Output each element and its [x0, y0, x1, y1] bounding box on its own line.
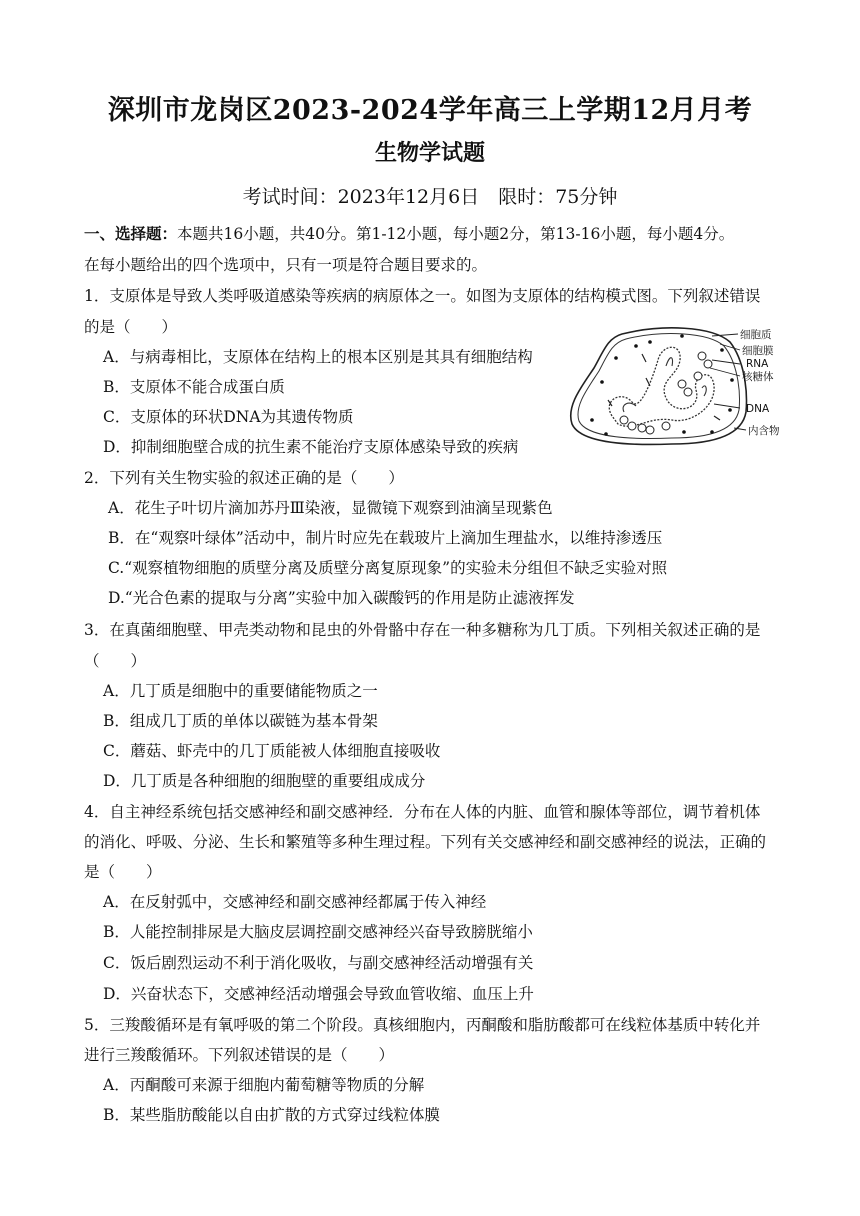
q5-option-a: A．丙酮酸可来源于细胞内葡萄糖等物质的分解 — [103, 1076, 425, 1094]
dna-loop — [609, 347, 714, 426]
q2-option-c: C.“观察植物细胞的质壁分离及质壁分离复原现象”的实验未分组但不缺乏实验对照 — [108, 559, 668, 577]
q1-option-b: B．支原体不能合成蛋白质 — [103, 378, 285, 396]
label-cytoplasm: 细胞质 — [740, 329, 772, 341]
q3-option-b: B．组成几丁质的单体以碳链为基本骨架 — [103, 712, 378, 730]
q4-option-b: B．人能控制排尿是大脑皮层调控副交感神经兴奋导致膀胱缩小 — [103, 923, 533, 941]
q4-option-a: A．在反射弧中，交感神经和副交感神经都属于传入神经 — [103, 893, 487, 911]
q4-stem-2: 的消化、呼吸、分泌、生长和繁殖等多种生理过程。下列有关交感神经和副交感神经的说法，正确的 — [84, 833, 767, 851]
q2-option-a: A．花生子叶切片滴加苏丹Ⅲ染液，显微镜下观察到油滴呈现紫色 — [108, 499, 553, 517]
q4-stem-3: 是（ ） — [84, 863, 162, 881]
label-rna: RNA — [746, 358, 769, 370]
q1-stem-2: 的是（ ） — [84, 318, 178, 336]
cell-outline — [571, 328, 747, 445]
q4-option-d: D．兴奋状态下，交感神经活动增强会导致血管收缩、血压上升 — [103, 985, 534, 1003]
q2-option-b: B．在“观察叶绿体”活动中，制片时应先在载玻片上滴加生理盐水，以维持渗透压 — [108, 529, 663, 547]
q3-option-c: C．蘑菇、虾壳中的几丁质能被人体细胞直接吸收 — [103, 742, 441, 760]
q3-option-a: A．几丁质是细胞中的重要储能物质之一 — [103, 682, 378, 700]
label-inclusion: 内含物 — [748, 425, 780, 437]
page-subtitle: 生物学试题 — [374, 140, 485, 166]
q1-option-d: D．抑制细胞壁合成的抗生素不能治疗支原体感染导致的疾病 — [103, 438, 519, 456]
page-title: 深圳市龙岗区2023-2024学年高三上学期12月月考 — [107, 95, 753, 126]
label-dna: DNA — [746, 403, 770, 415]
label-ribosome: 核糖体 — [742, 371, 774, 383]
q4-stem: 4．自主神经系统包括交感神经和副交感神经．分布在人体的内脏、血管和腺体等部位，调节着机体 — [84, 803, 761, 821]
ribosomes — [620, 352, 712, 434]
section-desc-2: 在每小题给出的四个选项中，只有一项是符合题目要求的。 — [84, 256, 488, 274]
section-label: 一、选择题： — [84, 224, 178, 243]
section-heading — [84, 224, 734, 244]
q2-option-d: D.“光合色素的提取与分离”实验中加入碳酸钙的作用是防止滤液挥发 — [108, 589, 575, 607]
q5-stem-2: 进行三羧酸循环。下列叙述错误的是（ ） — [84, 1046, 395, 1064]
q3-stem-2: （ ） — [84, 652, 147, 670]
q3-stem: 3．在真菌细胞壁、甲壳类动物和昆虫的外骨骼中存在一种多糖称为几丁质。下列相关叙述正确的是 — [84, 621, 761, 639]
q1-option-a: A．与病毒相比，支原体在结构上的根本区别是其具有细胞结构 — [103, 348, 533, 366]
label-membrane: 细胞膜 — [742, 345, 774, 357]
q4-option-c: C．饭后剧烈运动不利于消化吸收，与副交感神经活动增强有关 — [103, 954, 534, 972]
q1-stem: 1．支原体是导致人类呼吸道感染等疾病的病原体之一。如图为支原体的结构模式图。下列叙述错误 — [84, 287, 761, 305]
q1-option-c: C．支原体的环状DNA为其遗传物质 — [103, 408, 354, 426]
q5-option-b: B．某些脂肪酸能以自由扩散的方式穿过线粒体膜 — [103, 1106, 440, 1124]
q2-stem: 2．下列有关生物实验的叙述正确的是（ ） — [84, 469, 404, 487]
q5-stem: 5．三羧酸循环是有氧呼吸的第二个阶段。真核细胞内，丙酮酸和脂肪酸都可在线粒体基质中转化并 — [84, 1016, 761, 1034]
exam-info: 考试时间：2023年12月6日 限时：75分钟 — [242, 186, 618, 208]
mycoplasma-diagram — [562, 320, 794, 450]
section-desc: 本题共16小题，共40分。第1-12小题，每小题2分，第13-16小题，每小题4分。 — [177, 225, 735, 243]
q3-option-d: D．几丁质是各种细胞的细胞壁的重要组成成分 — [103, 772, 426, 790]
cell-membrane — [578, 334, 740, 439]
